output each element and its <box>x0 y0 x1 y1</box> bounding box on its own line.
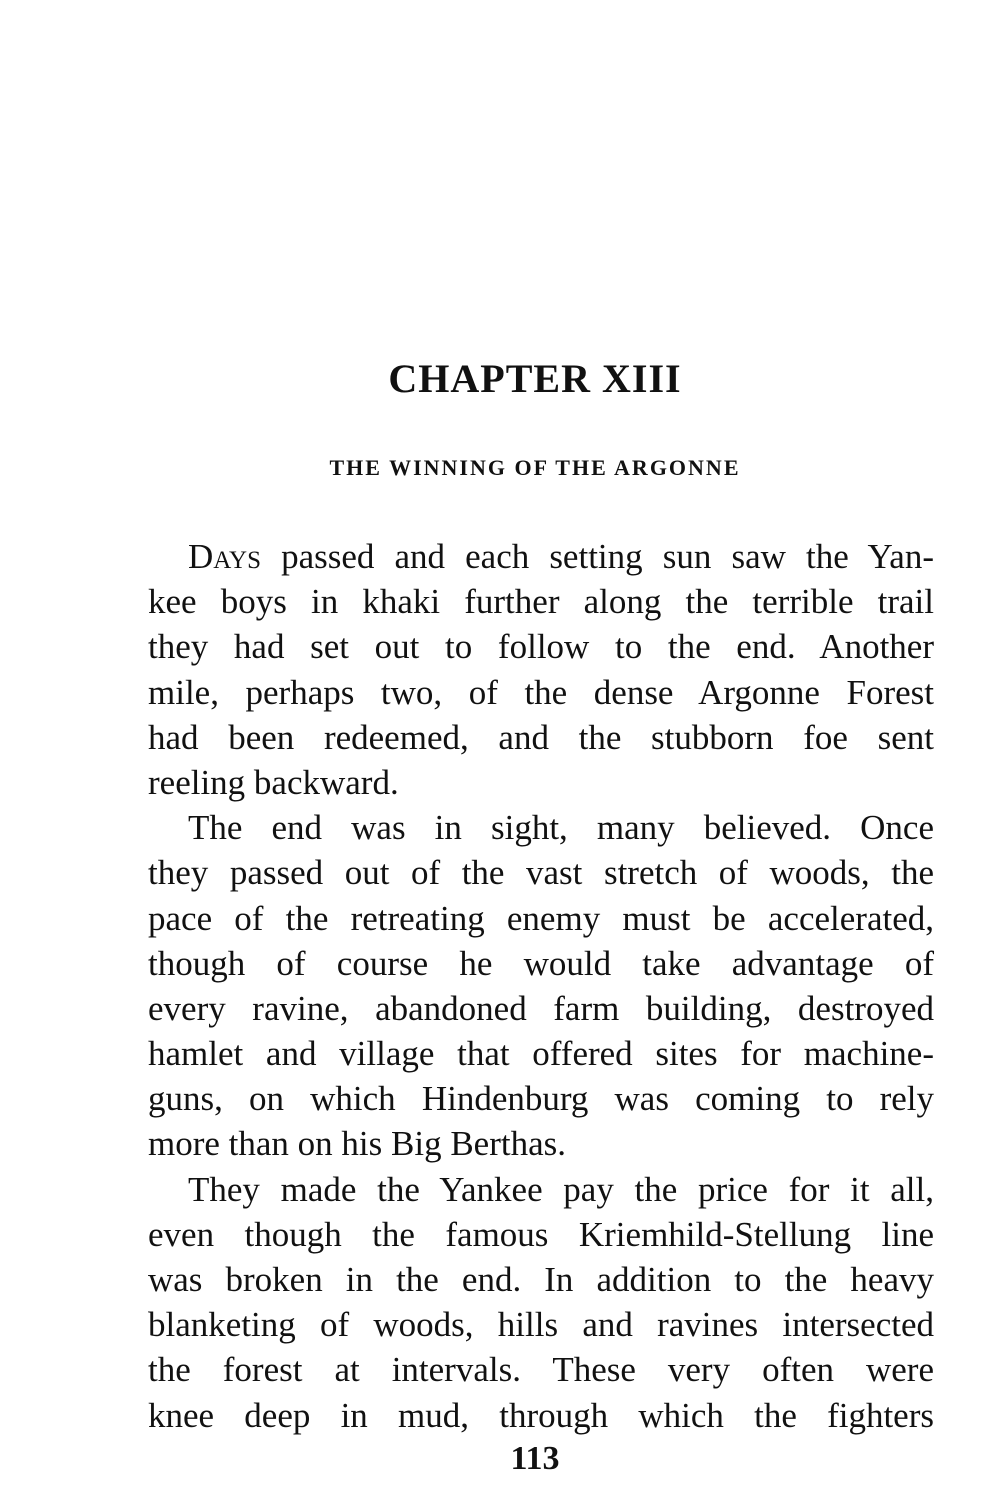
paragraph-1-line-4: mile, perhaps two, of the dense Argonne Forest <box>148 672 934 712</box>
paragraph-2-line-1: The end was in sight, many believed. Once <box>188 808 934 848</box>
paragraph-2-line-5: every ravine, abandoned farm building, destroyed <box>148 988 934 1028</box>
paragraph-2-line-4: though of course he would take advantage of <box>148 943 934 983</box>
body-text <box>148 534 934 1438</box>
paragraph-2-line-8: more than on his Big Berthas. <box>148 1124 567 1164</box>
paragraph-3-line-4: blanketing of woods, hills and ravines intersected <box>148 1305 934 1345</box>
paragraph-3-line-2: even though the famous Kriemhild-Stellung line <box>148 1214 934 1254</box>
page-number: 113 <box>510 1440 560 1477</box>
paragraph-1-line-6: reeling backward. <box>148 762 399 802</box>
paragraph-2-line-3: pace of the retreating enemy must be accelerated, <box>148 898 934 938</box>
paragraph-1-line-5: had been redeemed, and the stubborn foe sent <box>148 717 934 757</box>
paragraph-2-line-7: guns, on which Hindenburg was coming to rely <box>148 1079 934 1119</box>
paragraph-3-line-6: knee deep in mud, through which the fighters <box>148 1395 934 1435</box>
drop-lead-word: Days <box>188 537 261 576</box>
paragraph-1-line-2: kee boys in khaki further along the terrible trail <box>148 582 934 622</box>
paragraph-3-line-1: They made the Yankee pay the price for it all, <box>188 1169 934 1209</box>
paragraph-2-line-2: they passed out of the vast stretch of woods, the <box>148 853 934 893</box>
chapter-subtitle: THE WINNING OF THE ARGONNE <box>329 455 741 480</box>
chapter-title: CHAPTER XIII <box>388 356 682 401</box>
paragraph-3-line-5: the forest at intervals. These very often were <box>148 1350 934 1390</box>
paragraph-3-line-3: was broken in the end. In addition to the heavy <box>148 1260 934 1299</box>
paragraph-1-line-1: Days passed and each setting sun saw the Yan- <box>188 537 934 576</box>
paragraph-2-line-6: hamlet and village that offered sites for machine- <box>148 1034 934 1074</box>
paragraph-1-line-3: they had set out to follow to the end. Another <box>148 627 934 667</box>
